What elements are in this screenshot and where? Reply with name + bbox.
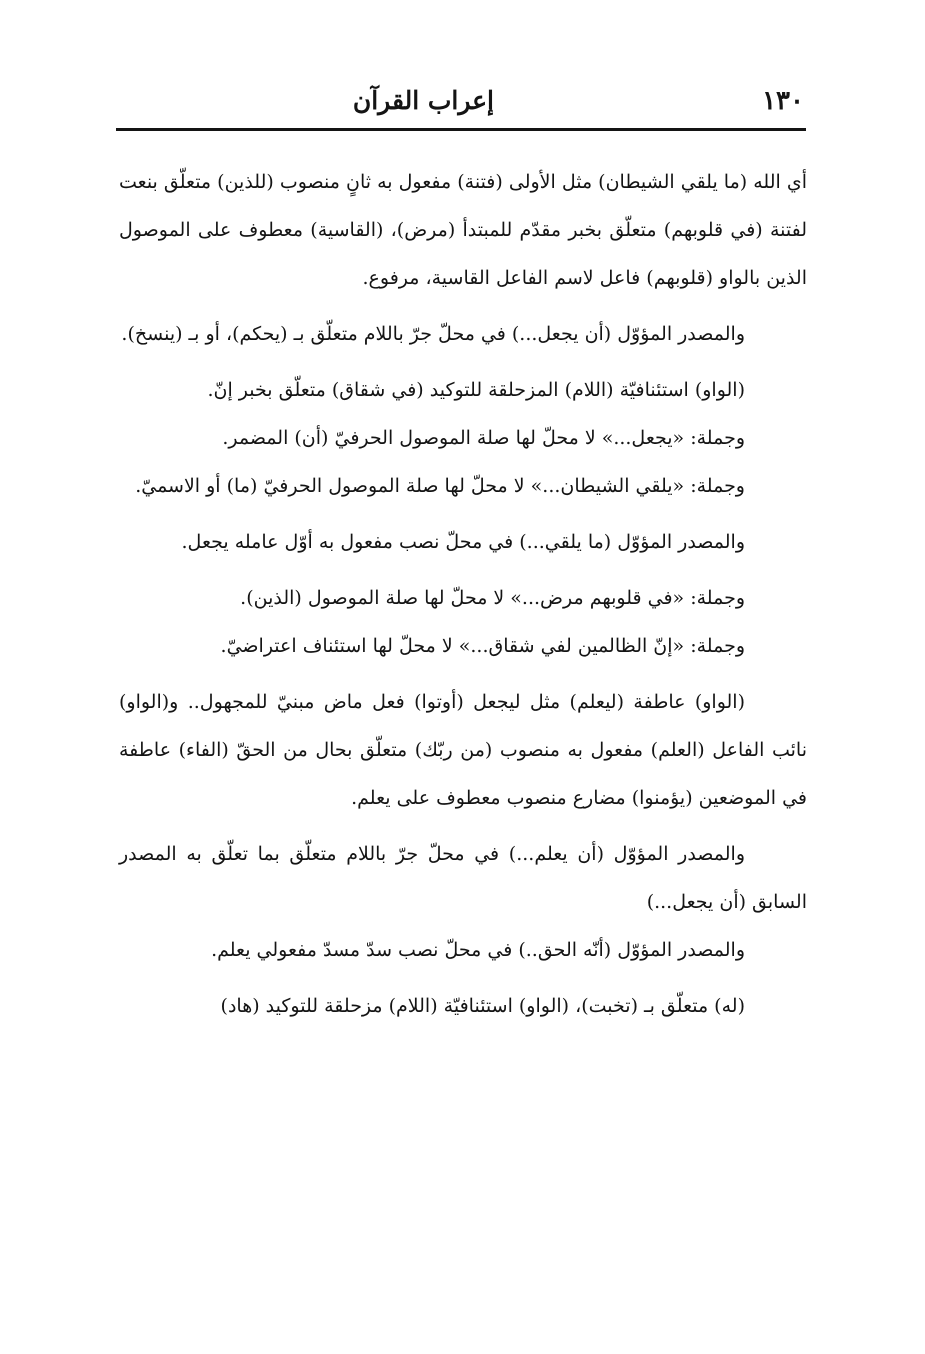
paragraph-8: وجملة: «إنّ الظالمين لفي شقاق...» لا محلّ لها استئناف اعتراضيّ. (220, 635, 745, 657)
paragraph-2: والمصدر المؤوّل (أن يجعل...) في محلّ جرّ باللام متعلّق بـ (يحكم)، أو بـ (ينسخ). (121, 323, 745, 345)
paragraph-6: والمصدر المؤوّل (ما يلقي...) في محلّ نصب مفعول به أوّل عامله يجعل. (181, 531, 745, 553)
paragraph-12: (له) متعلّق بـ (تخبت)، (الواو) استئنافيّة (اللام) مزحلقة للتوكيد (هاد) (220, 995, 745, 1017)
paragraph-3: (الواو) استئنافيّة (اللام) المزحلقة للتوكيد (في شقاق) متعلّق بخبر إنّ. (207, 379, 745, 401)
paragraph-9: (الواو) عاطفة (ليعلم) مثل ليجعل (أوتوا) فعل ماض مبنيّ للمجهول.. و(الواو) نائب الفاعل (العلم) مفعول به منصوب (من ربّك) متعلّق بحال من الحقّ (الفاء) عاطفة في الموضعين (يؤمنوا) مضارع منصوب معطوف على يعلم. (119, 691, 807, 809)
paragraph-4: وجملة: «يجعل...» لا محلّ لها صلة الموصول الحرفيّ (أن) المضمر. (222, 427, 745, 449)
paragraph-5: وجملة: «يلقي الشيطان...» لا محلّ لها صلة الموصول الحرفيّ (ما) أو الاسميّ. (135, 475, 745, 497)
book-title: إعراب القرآن (352, 86, 494, 115)
paragraph-7: وجملة: «في قلوبهم مرض...» لا محلّ لها صلة الموصول (الذين). (240, 587, 745, 609)
page-number: ١٣٠ (762, 86, 804, 116)
paragraph-11: والمصدر المؤوّل (أنّه الحق..) في محلّ نصب سدّ مسدّ مفعولي يعلم. (211, 939, 745, 961)
header-rule (116, 128, 806, 131)
paragraph-1: أي الله (ما يلقي الشيطان) مثل الأولى (فتنة) مفعول به ثانٍ منصوب (للذين) متعلّق بنعت لفتنة (في قلوبهم) متعلّق بخبر مقدّم للمبتدأ (مرض)، (القاسية) معطوف على الموصول الذين بالواو (قلوبهم) فاعل لاسم الفاعل القاسية، مرفوع. (119, 171, 807, 289)
paragraph-10: والمصدر المؤوّل (أن يعلم...) في محلّ جرّ باللام متعلّق بما تعلّق به المصدر السابق (أن يجعل...) (119, 843, 807, 913)
page-header (118, 86, 804, 124)
page-body (119, 158, 807, 1030)
